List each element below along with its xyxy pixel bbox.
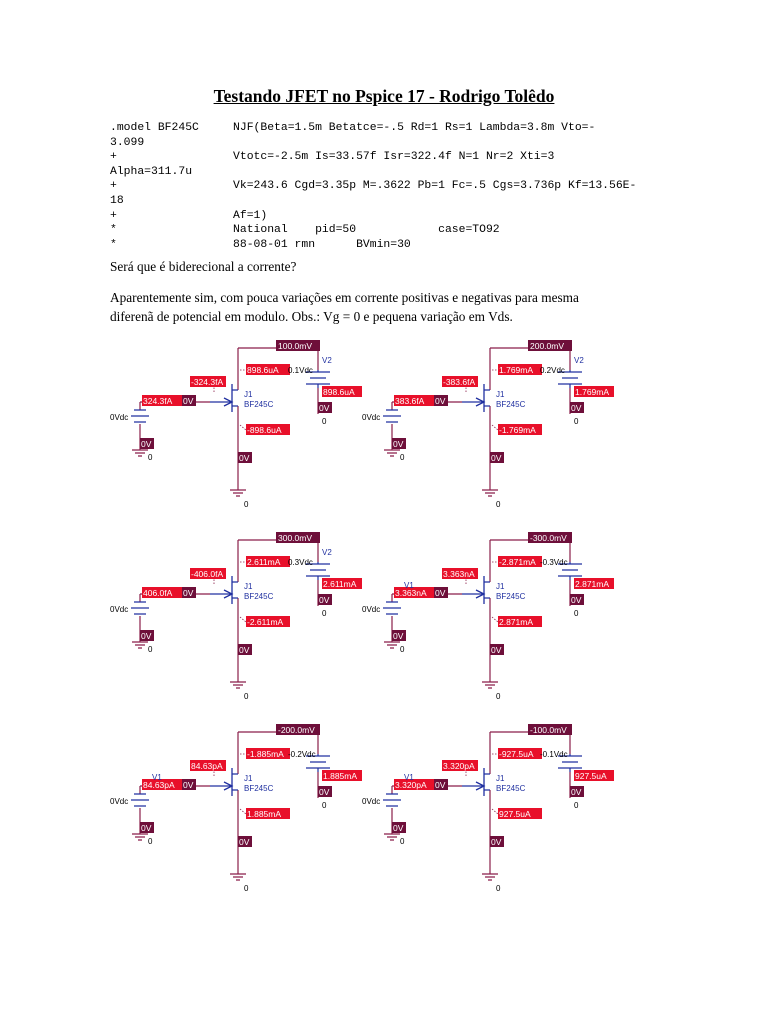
vs-name-label: V2	[322, 356, 332, 365]
vg-ground-label: 0	[400, 837, 405, 846]
jfet-name: J1	[496, 390, 505, 399]
gate-node-voltage: 0V	[183, 588, 194, 598]
source-current-label: -1.769mA	[499, 425, 536, 435]
source-node-voltage: 0V	[239, 837, 250, 847]
source-current-label: 927.5uA	[499, 809, 531, 819]
source-current-label: -2.611mA	[247, 617, 284, 627]
vg-name-label: V1	[404, 773, 414, 782]
main-ground-label: 0	[244, 500, 249, 509]
gate-current-top-label: -324.3fA	[191, 377, 224, 387]
main-ground-label: 0	[244, 692, 249, 701]
jfet-name: J1	[496, 582, 505, 591]
jfet-model: BF245C	[244, 784, 274, 793]
vg-bottom-voltage: 0V	[393, 439, 404, 449]
gate-node-voltage: 0V	[435, 588, 446, 598]
vs-ground-label: 0	[322, 801, 327, 810]
vs-value-label: 0.1Vdc	[288, 366, 313, 375]
vg-value-label: 0Vdc	[362, 413, 381, 422]
jfet-model: BF245C	[496, 400, 526, 409]
vs-name-label: V2	[322, 548, 332, 557]
source-node-voltage: 0V	[491, 645, 502, 655]
drain-current-label: 2.611mA	[247, 557, 281, 567]
spice-model-listing	[110, 121, 636, 252]
top-node-voltage: 100.0mV	[278, 341, 313, 351]
main-ground-label: 0	[496, 692, 501, 701]
jfet-name: J1	[244, 390, 253, 399]
gate-current-left-label: 383.6fA	[395, 396, 425, 406]
vs-value-label: -0.1Vdc	[540, 750, 568, 759]
vs-current-label: 927.5uA	[575, 771, 607, 781]
vs-current-label: 1.885mA	[323, 771, 358, 781]
gate-node-voltage: 0V	[183, 780, 194, 790]
vs-value-label: 0.3Vdc	[288, 558, 313, 567]
page-title: Testando JFET no Pspice 17 - Rodrigo Tolêdo	[213, 86, 555, 106]
vs-bottom-voltage: 0V	[319, 787, 330, 797]
gate-current-top-label: 3.363nA	[443, 569, 475, 579]
vs-bottom-voltage: 0V	[319, 403, 330, 413]
vs-bottom-voltage: 0V	[571, 403, 582, 413]
gate-current-left-label: 406.0fA	[143, 588, 173, 598]
gate-node-voltage: 0V	[435, 780, 446, 790]
vs-bottom-voltage: 0V	[319, 595, 330, 605]
vg-ground-label: 0	[148, 453, 153, 462]
main-ground-label: 0	[496, 500, 501, 509]
top-node-voltage: -100.0mV	[530, 725, 567, 735]
vg-ground-label: 0	[148, 837, 153, 846]
vg-name-label: V1	[404, 581, 414, 590]
jfet-model: BF245C	[496, 592, 526, 601]
vg-value-label: 0Vdc	[110, 797, 129, 806]
gate-current-left-label: 84.63pA	[143, 780, 175, 790]
paragraph-line: Aparentemente sim, com pouca variações em corrente positivas e negativas para mesma	[110, 290, 579, 305]
source-current-label: 2.871mA	[499, 617, 534, 627]
gate-current-top-label: -406.0fA	[191, 569, 224, 579]
source-current-label: -898.6uA	[247, 425, 282, 435]
vs-bottom-voltage: 0V	[571, 787, 582, 797]
vs-name-label: V2	[574, 356, 584, 365]
main-ground-label: 0	[496, 884, 501, 893]
source-node-voltage: 0V	[491, 453, 502, 463]
vg-bottom-voltage: 0V	[141, 439, 152, 449]
vs-ground-label: 0	[574, 417, 579, 426]
drain-current-label: 898.6uA	[247, 365, 279, 375]
gate-current-top-label: 84.63pA	[191, 761, 223, 771]
jfet-circuit	[362, 340, 692, 525]
gate-current-top-label: 3.320pA	[443, 761, 475, 771]
drain-current-label: 1.769mA	[499, 365, 534, 375]
jfet-circuit	[362, 724, 692, 909]
vg-bottom-voltage: 0V	[393, 823, 404, 833]
vs-value-label: -0.2Vdc	[288, 750, 316, 759]
question-paragraph: Será que é biderecional a corrente?	[110, 259, 297, 274]
vs-value-label: 0.2Vdc	[540, 366, 565, 375]
jfet-name: J1	[244, 582, 253, 591]
gate-current-left-label: 3.320pA	[395, 780, 427, 790]
vs-current-label: 2.611mA	[323, 579, 357, 589]
vg-bottom-voltage: 0V	[141, 631, 152, 641]
vs-bottom-voltage: 0V	[571, 595, 582, 605]
model-line: 3.099	[110, 136, 145, 149]
vg-bottom-voltage: 0V	[141, 823, 152, 833]
gate-node-voltage: 0V	[183, 396, 194, 406]
model-line: + Vk=243.6 Cgd=3.35p M=.3622 Pb=1 Fc=.5 Cgs=3.736p Kf=13.56E-	[110, 180, 637, 193]
drain-current-label: -2.871mA	[499, 557, 536, 567]
gate-node-voltage: 0V	[435, 396, 446, 406]
jfet-model: BF245C	[244, 592, 274, 601]
top-node-voltage: -200.0mV	[278, 725, 315, 735]
source-node-voltage: 0V	[239, 645, 250, 655]
vs-value-label: -0.3Vdc	[540, 558, 568, 567]
model-line: * National pid=50 case=TO92	[110, 224, 500, 237]
drain-current-label: -1.885mA	[247, 749, 284, 759]
top-node-voltage: 200.0mV	[530, 341, 565, 351]
main-ground-label: 0	[244, 884, 249, 893]
drain-current-label: -927.5uA	[499, 749, 534, 759]
vs-current-label: 898.6uA	[323, 387, 355, 397]
top-node-voltage: 300.0mV	[278, 533, 313, 543]
paragraph-line: diferenã de potencial em modulo. Obs.: Vg = 0 e pequena variação em Vds.	[110, 309, 513, 324]
vg-value-label: 0Vdc	[110, 605, 129, 614]
vg-bottom-voltage: 0V	[393, 631, 404, 641]
model-line: + Vtotc=-2.5m Is=33.57f Isr=322.4f N=1 Nr=2 Xti=3	[110, 151, 555, 164]
gate-current-left-label: 324.3fA	[143, 396, 173, 406]
jfet-name: J1	[496, 774, 505, 783]
vg-ground-label: 0	[148, 645, 153, 654]
model-line: .model BF245C NJF(Beta=1.5m Betatce=-.5 Rd=1 Rs=1 Lambda=3.8m Vto=-	[110, 122, 596, 134]
model-line: 18	[110, 194, 124, 207]
source-current-label: 1.885mA	[247, 809, 282, 819]
source-node-voltage: 0V	[239, 453, 250, 463]
top-node-voltage: -300.0mV	[530, 533, 567, 543]
model-line: + Af=1)	[110, 209, 268, 222]
source-node-voltage: 0V	[491, 837, 502, 847]
jfet-model: BF245C	[496, 784, 526, 793]
jfet-circuit	[362, 532, 692, 717]
vs-ground-label: 0	[322, 609, 327, 618]
model-line: * 88-08-01 rmn BVmin=30	[110, 238, 411, 251]
vs-ground-label: 0	[574, 609, 579, 618]
vg-ground-label: 0	[400, 453, 405, 462]
vg-ground-label: 0	[400, 645, 405, 654]
vs-current-label: 1.769mA	[575, 387, 610, 397]
vg-name-label: V1	[152, 773, 162, 782]
vg-value-label: 0Vdc	[362, 797, 381, 806]
vg-value-label: 0Vdc	[362, 605, 381, 614]
jfet-name: J1	[244, 774, 253, 783]
gate-current-left-label: 3.363nA	[395, 588, 427, 598]
vs-ground-label: 0	[322, 417, 327, 426]
vs-current-label: 2.871mA	[575, 579, 610, 589]
vs-ground-label: 0	[574, 801, 579, 810]
jfet-model: BF245C	[244, 400, 274, 409]
vg-value-label: 0Vdc	[110, 413, 129, 422]
gate-current-top-label: -383.6fA	[443, 377, 476, 387]
observation-paragraph	[110, 288, 670, 326]
model-line: Alpha=311.7u	[110, 165, 193, 178]
